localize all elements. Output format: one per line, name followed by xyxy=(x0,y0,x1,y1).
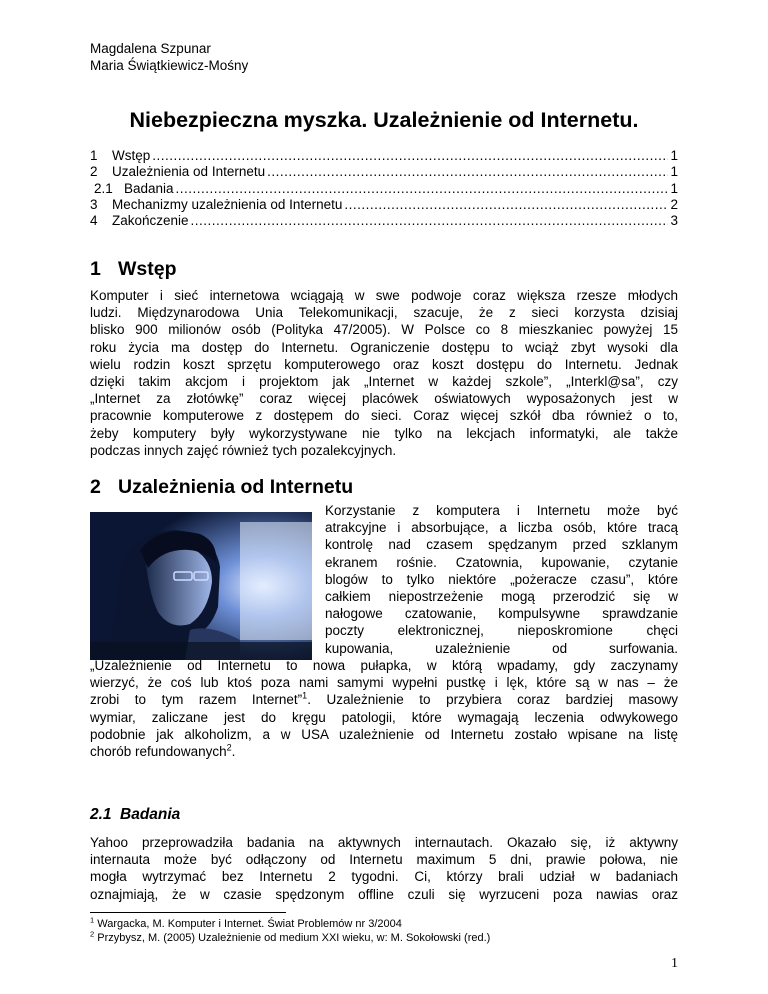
text-fragment: zrobi to tym razem Internet” xyxy=(90,692,303,708)
toc-page: 1 xyxy=(670,164,678,180)
text-line: całkiem niepostrzeżenie mogą przerodzić się w xyxy=(325,589,678,605)
page-number: 1 xyxy=(671,956,678,971)
text-line: roku życia ma dostęp do Internetu. Ograniczenie dostępu to wciąż zbyt wysoki dla xyxy=(90,339,678,355)
document-title: Niebezpieczna myszka. Uzależnienie od Internetu. xyxy=(129,108,639,132)
text-line: „Uzależnienie od Internetu to nowa pułapka, w którą wpadamy, gdy zaczynamy xyxy=(90,658,678,673)
text-line: pracownie komputerowe z dostępem do sieci. Coraz więcej szkół dba również o to, xyxy=(90,408,678,424)
toc-entry[interactable] xyxy=(90,213,678,229)
text-fragment: . Uzależnienie to przybiera coraz bardziej masowy xyxy=(307,692,678,708)
table-of-contents xyxy=(90,148,678,229)
text-line: oznajmiają, że w czasie spędzonym offline czuli się wyrzuceni poza nawias oraz xyxy=(90,886,678,902)
toc-page: 2 xyxy=(670,196,678,212)
toc-label: Uzależnienia od Internetu xyxy=(112,164,266,180)
text-line: kupowania, uzależnienie od surfowania. xyxy=(325,640,678,656)
toc-leader xyxy=(344,197,668,213)
text-line: mogła wytrzymać bez Internetu 2 tygodni. Ci, którzy brali udział w badaniach xyxy=(90,869,678,885)
toc-label: Zakończenie xyxy=(112,213,189,229)
section-number: 2 xyxy=(90,476,101,498)
text-line: atrakcyjne i absorbujące, a liczba osób, które tracą xyxy=(325,520,678,536)
footnote-mark: 2 xyxy=(90,929,95,939)
toc-label: Badania xyxy=(124,180,174,196)
subsection-number: 2.1 xyxy=(90,806,112,823)
photo-person-at-computer xyxy=(90,512,312,660)
toc-number: 1 xyxy=(90,148,98,163)
toc-number: 4 xyxy=(90,213,98,229)
text-line: „Internet za złotówkę” coraz więcej placówek oświatowych wyposażonych jest w xyxy=(90,391,678,407)
text-line: wymiar, zaliczane jest do kręgu patologii, które wymagają leczenia odwykowego xyxy=(90,709,678,725)
text-line xyxy=(90,691,678,708)
paragraph-wrap xyxy=(325,502,678,657)
authors xyxy=(90,40,248,74)
text-line: blisko 900 milionów osób (Polityka 47/2005). W Polsce co 8 mieszkaniec powyżej 15 xyxy=(90,322,678,338)
footnote xyxy=(90,917,490,931)
text-line: Korzystanie z komputera i Internetu może być xyxy=(325,503,678,518)
text-line: podobnie jak alkoholizm, a w USA uzależnienie od Internetu zostało wpisane na listę xyxy=(90,726,678,742)
text-line: kontrolę nad czasem spędzanym przed szklanym xyxy=(325,537,678,553)
toc-entry[interactable] xyxy=(90,181,678,197)
paragraph-intro xyxy=(90,287,678,459)
text-line: podczas innych zajęć również tych pozalekcyjnych. xyxy=(90,442,397,458)
footnote-text: Wargacka, M. Komputer i Internet. Świat Problemów nr 3/2004 xyxy=(97,918,402,930)
toc-number: 2 xyxy=(90,164,98,180)
toc-number: 2.1 xyxy=(94,180,113,196)
text-line: wielu rodzin koszt sprzętu komputerowego oraz koszt dostępu do Internetu. Jednak xyxy=(90,356,678,372)
paragraph-addiction xyxy=(90,657,678,760)
text-line: internauta może być odłączony od Internetu maximum 5 dni, prawie połowa, nie xyxy=(90,852,678,868)
toc-page: 3 xyxy=(670,213,678,229)
toc-leader xyxy=(267,164,668,180)
toc-entry[interactable] xyxy=(90,148,678,164)
section-heading xyxy=(90,258,177,281)
photo-illustration xyxy=(90,512,312,660)
footnote-separator xyxy=(90,912,286,913)
footnotes xyxy=(90,917,490,945)
footnote-ref[interactable]: 2 xyxy=(226,742,232,753)
text-fragment: . xyxy=(231,744,236,760)
text-line: poczty elektronicznej, nieposkromione chęci xyxy=(325,623,678,639)
paragraph-research xyxy=(90,834,678,903)
toc-number: 3 xyxy=(90,196,98,212)
toc-page: 1 xyxy=(670,180,678,196)
footnote-ref[interactable]: 1 xyxy=(302,690,308,701)
text-line: ekranem rośnie. Czatownia, kupowanie, czytanie xyxy=(325,554,678,570)
toc-entry[interactable] xyxy=(90,164,678,180)
author-name: Magdalena Szpunar xyxy=(90,41,211,56)
text-line: ludzi. Międzynarodowa Unia Telekomunikacji, szacuje, że z sieci korzysta dzisiaj xyxy=(90,305,678,321)
section-title: Uzależnienia od Internetu xyxy=(118,476,354,498)
footnote xyxy=(90,931,490,945)
section-heading xyxy=(90,476,353,499)
author-name: Maria Świątkiewicz-Mośny xyxy=(90,58,249,73)
text-line: blogów to tylko niektóre „pożeracze czasu”, które xyxy=(325,571,678,587)
text-line: nałogowe czatowanie, kompulsywne sprawdzanie xyxy=(325,606,678,622)
footnote-text: Przybysz, M. (2005) Uzależnienie od medium XXI wieku, w: M. Sokołowski (red.) xyxy=(97,932,491,944)
toc-label: Mechanizmy uzależnienia od Internetu xyxy=(112,196,343,212)
text-line: Yahoo przeprowadziła badania na aktywnych internautach. Okazało się, iż aktywny xyxy=(90,835,678,850)
section-title: Wstęp xyxy=(118,258,177,280)
toc-leader xyxy=(191,213,669,229)
subsection-title: Badania xyxy=(120,806,181,823)
subsection-heading xyxy=(90,806,180,824)
text-line: wierzyć, że coś lub ktoś poza nami samymi wypełni pustkę i lęk, które są w nas – że xyxy=(90,675,678,691)
toc-entry[interactable] xyxy=(90,197,678,213)
toc-label: Wstęp xyxy=(112,148,151,163)
toc-page: 1 xyxy=(670,148,678,163)
section-number: 1 xyxy=(90,258,101,280)
footnote-mark: 1 xyxy=(90,915,95,925)
toc-leader xyxy=(176,181,669,197)
text-line: dzięki takim akcjom i projektom jak „Internet w każdej szkole”, „Interkl@sa”, czy xyxy=(90,374,678,390)
toc-leader xyxy=(152,148,668,164)
text-line xyxy=(90,743,678,760)
text-line: Komputer i sieć internetowa wciągają w swe podwoje coraz większa rzesze młodych xyxy=(90,288,678,303)
text-fragment: chorób refundowanych xyxy=(90,744,227,760)
text-line: żeby komputery były wykorzystywane nie tylko na lekcjach informatyki, ale także xyxy=(90,425,678,441)
